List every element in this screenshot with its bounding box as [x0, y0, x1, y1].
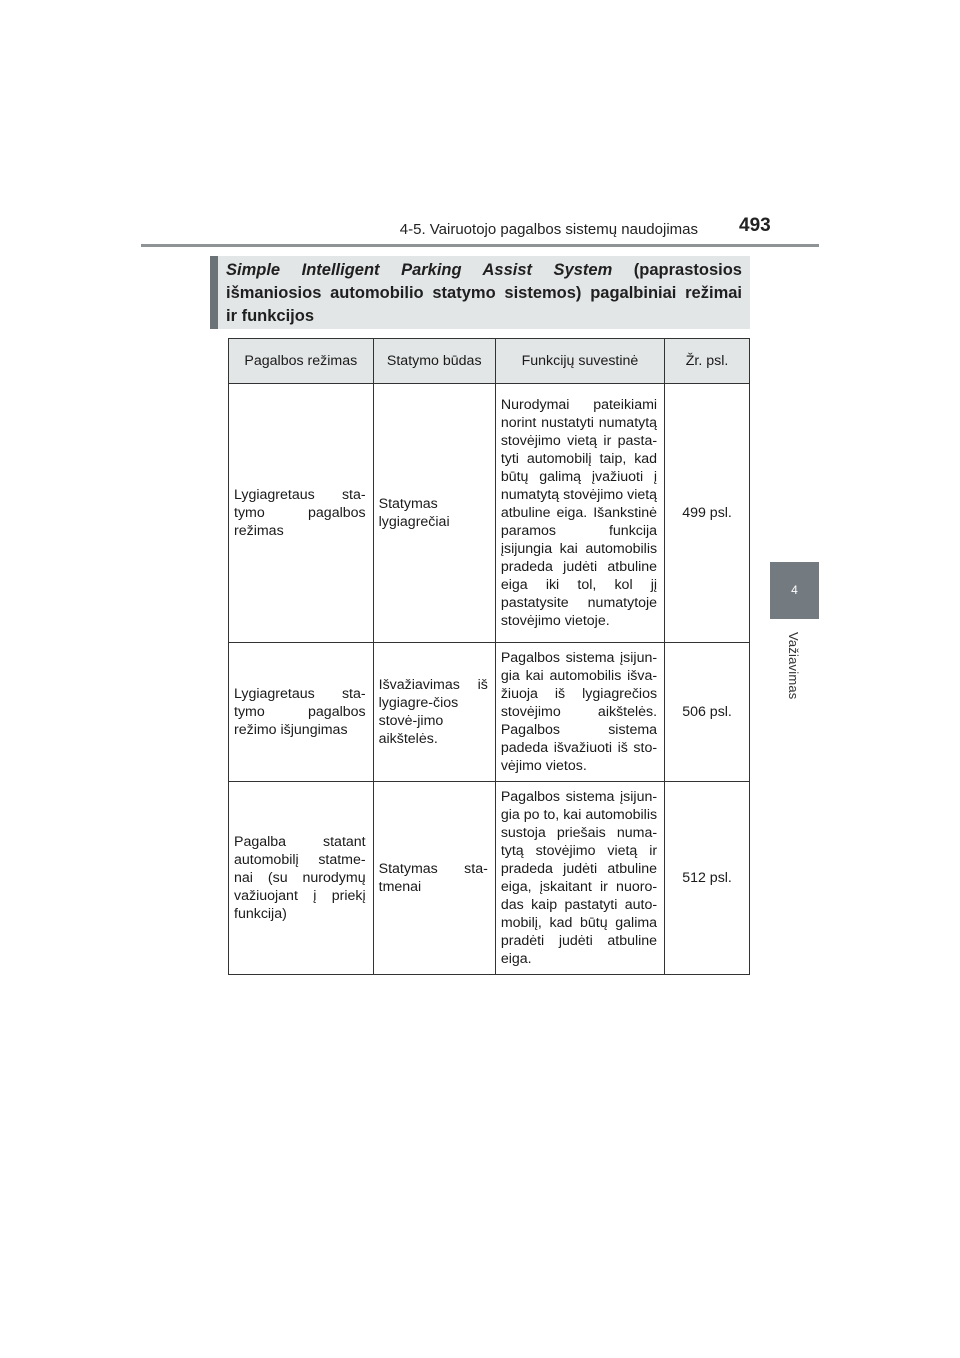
section-title-box: [210, 256, 750, 329]
cell-method: Statymas sta-tmenai: [373, 782, 495, 975]
section-title: [226, 259, 742, 328]
cell-method: Išvažiavimas iš lygiagre-čios stovė-jimo aikštelės.: [373, 643, 495, 782]
header-summary: Funkcijų suvestinė: [495, 339, 664, 384]
page-number: 493: [739, 215, 771, 236]
table-header-row: [229, 339, 750, 384]
assist-modes-table: [228, 338, 750, 975]
cell-page-link[interactable]: 506 psl.: [665, 643, 750, 782]
chapter-label: Važiavimas: [786, 632, 801, 700]
title-line2: išmaniosios automobilio statymo sistemos) pagalbiniai režimai: [226, 284, 742, 302]
table-row: [229, 384, 750, 643]
cell-page-link[interactable]: 499 psl.: [665, 384, 750, 643]
cell-mode: Pagalba statant automobilį statme-nai (su nurodymų važiuojant į priekį funkcija): [229, 782, 374, 975]
cell-mode: Lygiagretaus sta-tymo pagalbos režimas: [229, 384, 374, 643]
cell-mode: Lygiagretaus sta-tymo pagalbos režimo išjungimas: [229, 643, 374, 782]
header-mode: Pagalbos režimas: [229, 339, 374, 384]
title-italic: Simple Intelligent Parking Assist System: [226, 261, 613, 279]
section-header: 4-5. Vairuotojo pagalbos sistemų naudojimas: [399, 221, 698, 238]
header-page: Žr. psl.: [665, 339, 750, 384]
chapter-tab[interactable]: 4: [770, 562, 819, 619]
cell-page-link[interactable]: 512 psl.: [665, 782, 750, 975]
title-line3: ir funkcijos: [226, 307, 315, 325]
header-rule: [141, 244, 819, 247]
table-row: [229, 643, 750, 782]
title-line1-rest: (paprastosios: [612, 261, 742, 279]
header-method: Statymo būdas: [373, 339, 495, 384]
cell-summary: Pagalbos sistema įsijun-gia kai automobilis išva-žiuoja iš lygiagrečios stovėjimo aikštelės. Pagalbos sistema padeda išvažiuoti iš sto-vėjimo vietos.: [495, 643, 664, 782]
table-row: [229, 782, 750, 975]
cell-summary: Nurodymai pateikiami norint nustatyti numatytą stovėjimo vietą ir pasta-tyti automobilį taip, kad būtų galimą įvažiuoti į numatytą stovėjimo vietą atbuline eiga. Išankstinė paramos funkcija įsijungia kai automobilis pradeda judėti atbuline eiga iki tol, kol jį pastatysite numatytoje stovėjimo vietoje.: [495, 384, 664, 643]
cell-summary: Pagalbos sistema įsijun-gia po to, kai automobilis sustoja priešais numa-tytą stovėjimo vietą ir pradeda judėti atbuline eiga, įskaitant ir nuoro-das kaip pastatyti auto-mobilį, kad būtų galima pradėti judėti atbuline eiga.: [495, 782, 664, 975]
cell-method: Statymas lygiagrečiai: [373, 384, 495, 643]
title-accent-bar: [210, 256, 218, 329]
